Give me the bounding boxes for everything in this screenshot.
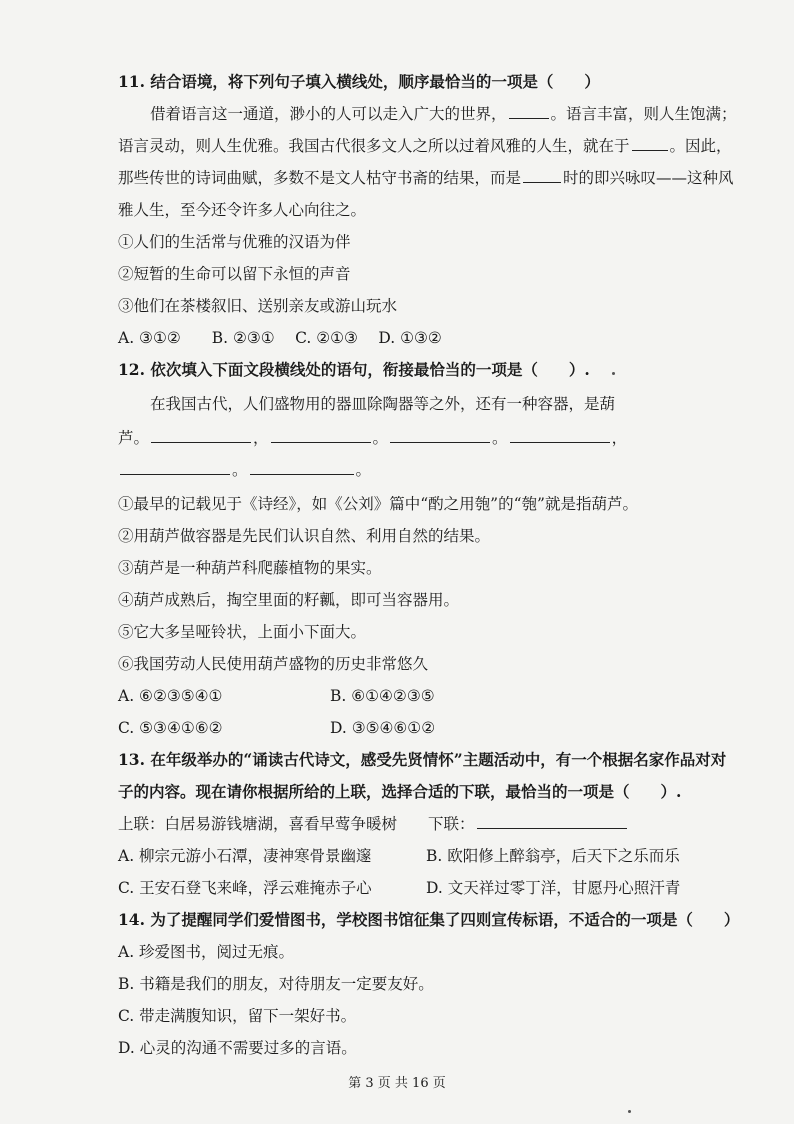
q11-passage-text: 那些传世的诗词曲赋，多数不是文人枯守书斋的结果，而是 [118,169,522,187]
q11-passage-line-2 [118,136,732,156]
q12-blank-3 [390,428,490,443]
q13-lower-label: 下联： [428,815,475,833]
q12-passage-line-2 [118,428,627,448]
q12-passage-text: 芦。 [118,429,150,447]
q13-option-a: A. 柳宗元游小石潭，凄神寒骨景幽邃 [118,847,372,865]
page-footer: 第 3 页 共 16 页 [348,1076,446,1091]
q11-blank-1 [509,104,549,119]
q12-blank-1 [151,428,251,443]
q12-blank-2 [271,428,371,443]
q12-sentence-5: ⑤它大多呈哑铃状，上面小下面大。 [118,623,367,641]
scan-speck [612,372,615,375]
q13-stem-line-1: 13. 在年级举办的“诵读古代诗文，感受先贤情怀”主题活动中，有一个根据名家作品对对 [118,750,727,769]
q14-option-b: B. 书籍是我们的朋友，对待朋友一定要友好。 [118,975,434,993]
q12-passage-line-3 [118,460,371,480]
q11-passage-text: 借着语言这一通道，渺小的人可以走入广大的世界， [150,105,507,123]
q13-blank [477,814,627,829]
q12-sentence-3: ③葫芦是一种葫芦科爬藤植物的果实。 [118,559,382,577]
q12-punct: 。 [492,429,508,447]
q13-lower-couplet [428,814,629,834]
q12-blank-5 [120,460,230,475]
q12-punct: ， [611,429,628,447]
scan-speck [628,1110,631,1113]
q13-option-c: C. 王安石登飞来峰，浮云难掩赤子心 [118,879,372,897]
q11-passage-text: 时的即兴咏叹——这种风 [563,169,734,187]
q11-options: A. ③①② B. ②③① C. ②①③ D. ①③② [118,329,442,347]
q14-option-d: D. 心灵的沟通不需要过多的言语。 [118,1039,357,1057]
q14-option-a: A. 珍爱图书，阅过无痕。 [118,943,295,961]
q11-blank-3 [523,168,561,183]
q12-sentence-4: ④葫芦成熟后，掏空里面的籽瓤，即可当容器用。 [118,591,460,609]
q13-upper-couplet: 上联：白居易游钱塘湖，喜看早莺争暖树 [118,815,398,833]
q13-option-d: D. 文天祥过零丁洋，甘愿丹心照汗青 [426,879,681,897]
q13-option-b: B. 欧阳修上醉翁亭，后天下之乐而乐 [426,847,680,865]
q11-passage-line-3 [118,168,734,188]
q11-passage-text: 语言灵动，则人生优雅。我国古代很多文人之所以过着风雅的人生，就在于 [118,137,630,155]
q12-blank-6 [250,460,354,475]
q11-sentence-3: ③他们在茶楼叙旧、送别亲友或游山玩水 [118,297,398,315]
q12-punct: 。 [355,461,372,479]
q11-passage-line-4: 雅人生，至今还令许多人心向往之。 [118,201,367,219]
q12-passage-line-1: 在我国古代，人们盛物用的器皿除陶器等之外，还有一种容器，是葫 [150,395,616,413]
q11-passage-line-1 [150,104,737,124]
q13-stem-line-2: 子的内容。现在请你根据所给的上联，选择合适的下联，最恰当的一项是（ ）. [118,782,682,801]
q11-blank-2 [632,136,668,151]
q12-option-a: A. ⑥②③⑤④① [118,687,223,705]
q11-stem: 11. 结合语境，将下列句子填入横线处，顺序最恰当的一项是（ ） [118,72,600,91]
q12-option-c: C. ⑤③④①⑥② [118,719,223,737]
q11-passage-text: 。因此， [669,137,732,155]
q12-sentence-2: ②用葫芦做容器是先民们认识自然、利用自然的结果。 [118,527,491,545]
q14-stem: 14. 为了提醒同学们爱惜图书，学校图书馆征集了四则宣传标语，不适合的一项是（ ） [118,910,740,929]
q12-option-b: B. ⑥①④②③⑤ [330,687,435,705]
q12-punct: ， [253,429,269,447]
q11-sentence-1: ①人们的生活常与优雅的汉语为伴 [118,233,351,251]
q12-stem: 12. 依次填入下面文段横线处的语句，衔接最恰当的一项是（ ）. [118,360,590,379]
q12-option-d: D. ③⑤④⑥①② [330,719,436,737]
q12-punct: 。 [372,429,389,447]
q12-sentence-1: ①最早的记载见于《诗经》，如《公刘》篇中“酌之用匏”的“匏”就是指葫芦。 [118,495,638,513]
q12-punct: 。 [232,461,248,479]
q11-passage-text: 。语言丰富，则人生饱满； [550,105,737,123]
q11-sentence-2: ②短暂的生命可以留下永恒的声音 [118,265,351,283]
q12-blank-4 [510,428,610,443]
q14-option-c: C. 带走满腹知识，留下一架好书。 [118,1007,357,1025]
q12-sentence-6: ⑥我国劳动人民使用葫芦盛物的历史非常悠久 [118,655,429,673]
